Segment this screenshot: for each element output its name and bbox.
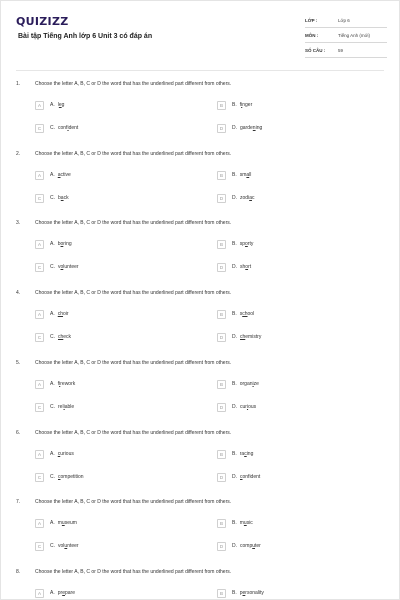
- option-letter-box: C: [35, 542, 44, 551]
- option-word-end: sic: [246, 520, 253, 526]
- option-letter-box: A: [35, 101, 44, 110]
- option-word-start: cur: [240, 404, 247, 410]
- option-label: C.: [50, 404, 55, 410]
- option-word-start: ra: [239, 451, 245, 457]
- answer-option-a[interactable]: [35, 588, 75, 598]
- option-letter-box: C: [35, 263, 44, 272]
- answer-option-c[interactable]: [35, 262, 79, 272]
- option-letter-box: B: [217, 101, 226, 110]
- answer-option-c[interactable]: [35, 123, 78, 133]
- option-underlined-part: i: [241, 102, 243, 108]
- question-number: 1.: [16, 81, 21, 87]
- option-underlined-part: u: [252, 543, 256, 549]
- option-underlined-part: a: [249, 195, 252, 201]
- option-letter-box: B: [217, 519, 226, 528]
- question-number: 8.: [16, 569, 21, 575]
- meta-key: MÔN :: [305, 32, 319, 38]
- option-word-end: ring: [63, 241, 72, 247]
- option-word-end: emistry: [245, 334, 262, 340]
- option-word-end: c: [251, 195, 255, 201]
- option-letter-box: C: [35, 473, 44, 482]
- answer-option-c[interactable]: [35, 332, 71, 342]
- option-underlined-part: c: [58, 474, 61, 480]
- option-letter-box: B: [217, 171, 226, 180]
- option-word-end: ing: [255, 125, 263, 131]
- option-word-end: ool: [247, 311, 255, 317]
- option-underlined-part: i: [252, 381, 254, 387]
- question-text: Choose the letter A, B, C or D the word that has the underlined part different from others.: [35, 430, 232, 436]
- option-word-end: rework: [60, 381, 76, 387]
- answer-option-a[interactable]: [35, 449, 74, 459]
- answer-option-a[interactable]: [35, 518, 77, 528]
- option-word-end: onfident: [242, 474, 261, 480]
- option-label: D.: [232, 543, 237, 549]
- option-label: B.: [232, 451, 237, 457]
- option-label: B.: [232, 520, 237, 526]
- option-underlined-part: i: [246, 404, 249, 410]
- meta-value: 59: [338, 47, 344, 53]
- option-label: A.: [50, 590, 55, 596]
- option-underlined-part: c: [57, 451, 61, 457]
- option-word-start: sp: [239, 241, 246, 247]
- answer-option-b[interactable]: [217, 170, 251, 180]
- option-word-end: oir: [63, 311, 69, 317]
- answer-option-b[interactable]: [217, 518, 253, 528]
- option-word-start: sh: [240, 264, 246, 270]
- option-underlined-part: a: [57, 172, 61, 178]
- option-letter-box: B: [217, 310, 226, 319]
- option-underlined-part: i: [59, 381, 61, 387]
- option-label: A.: [50, 520, 55, 526]
- option-label: B.: [232, 590, 237, 596]
- option-underlined-part: o: [60, 241, 64, 247]
- option-label: B.: [232, 381, 237, 387]
- option-letter-box: D: [217, 124, 226, 133]
- option-label: B.: [232, 311, 237, 317]
- option-word-start: v: [58, 264, 61, 270]
- option-letter-box: D: [217, 473, 226, 482]
- question-2: [1, 151, 400, 221]
- option-word-end: rt: [248, 264, 252, 270]
- option-word-end: ter: [255, 543, 261, 549]
- option-underlined-part: c: [240, 474, 243, 480]
- meta-row-count: [305, 43, 387, 58]
- option-word-end: ll: [249, 172, 252, 178]
- option-underlined-part: o: [245, 241, 248, 247]
- question-4: [1, 290, 400, 360]
- meta-key: LỚP :: [305, 17, 318, 23]
- option-word-start: p: [239, 590, 243, 596]
- question-number: 3.: [16, 220, 21, 226]
- option-word-end: rsonality: [245, 590, 264, 596]
- answer-option-d[interactable]: [217, 541, 261, 551]
- option-word-start: conf: [58, 125, 68, 131]
- option-word-end: lunteer: [63, 264, 79, 270]
- option-label: B.: [232, 102, 237, 108]
- option-label: A.: [50, 102, 55, 108]
- option-word-start: m: [57, 520, 62, 526]
- option-word-end: nger: [242, 102, 253, 108]
- option-word-start: zodi: [240, 195, 250, 201]
- option-label: A.: [50, 381, 55, 387]
- option-word-end: ompetition: [60, 474, 84, 480]
- answer-option-c[interactable]: [35, 193, 69, 203]
- option-underlined-part: u: [243, 520, 247, 526]
- option-word-start: vol: [58, 543, 65, 549]
- option-label: C.: [50, 543, 55, 549]
- option-word-end: ck: [63, 195, 69, 201]
- answer-option-c[interactable]: [35, 472, 84, 482]
- option-word-start: sm: [239, 172, 247, 178]
- option-letter-box: A: [35, 450, 44, 459]
- option-label: A.: [50, 451, 55, 457]
- option-label: B.: [232, 172, 237, 178]
- option-word-end: ing: [246, 451, 254, 457]
- question-number: 5.: [16, 360, 21, 366]
- answer-option-a[interactable]: [35, 170, 71, 180]
- option-word-end: dent: [68, 125, 79, 131]
- answer-option-b[interactable]: [217, 100, 252, 110]
- option-letter-box: B: [217, 380, 226, 389]
- option-underlined-part: a: [60, 195, 64, 201]
- answer-option-c[interactable]: [35, 541, 79, 551]
- option-word-start: b: [58, 195, 61, 201]
- option-word-start: f: [239, 102, 242, 108]
- option-word-start: organ: [239, 381, 253, 387]
- question-3: [1, 220, 400, 290]
- option-underlined-part: ch: [58, 334, 64, 340]
- option-word-end: pare: [64, 590, 75, 596]
- option-letter-box: C: [35, 194, 44, 203]
- worksheet-title: Bài tập Tiếng Anh lớp 6 Unit 3 có đáp án: [18, 33, 153, 40]
- option-underlined-part: ch: [242, 311, 248, 317]
- answer-option-d[interactable]: [217, 123, 262, 133]
- option-underlined-part: o: [60, 264, 64, 270]
- option-letter-box: A: [35, 589, 44, 598]
- meta-value: Lớp 6: [338, 17, 350, 23]
- option-underlined-part: i: [63, 404, 65, 410]
- question-text: Choose the letter A, B, C or D the word that has the underlined part different from others.: [35, 569, 232, 575]
- option-word-start: m: [239, 520, 244, 526]
- quizizz-logo: QUIZIZZ: [16, 15, 69, 28]
- option-underlined-part: a: [246, 172, 250, 178]
- option-underlined-part: u: [61, 520, 65, 526]
- option-word-end: ous: [248, 404, 257, 410]
- option-letter-box: D: [217, 263, 226, 272]
- option-underlined-part: n: [252, 125, 256, 131]
- option-underlined-part: i: [67, 125, 69, 131]
- option-label: A.: [50, 172, 55, 178]
- option-label: A.: [50, 311, 55, 317]
- option-letter-box: B: [217, 450, 226, 459]
- option-label: D.: [232, 404, 237, 410]
- header-divider: [16, 70, 384, 71]
- option-underlined-part: e: [242, 590, 246, 596]
- option-label: D.: [232, 264, 237, 270]
- option-letter-box: D: [217, 194, 226, 203]
- question-text: Choose the letter A, B, C or D the word that has the underlined part different from others.: [35, 499, 232, 505]
- question-number: 4.: [16, 290, 21, 296]
- option-label: D.: [232, 125, 237, 131]
- option-word-start: s: [239, 311, 243, 317]
- option-word-end: urious: [60, 451, 74, 457]
- option-label: D.: [232, 474, 237, 480]
- answer-option-d[interactable]: [217, 332, 261, 342]
- question-number: 2.: [16, 151, 21, 157]
- option-word-end: nteer: [67, 543, 79, 549]
- option-letter-box: B: [217, 589, 226, 598]
- answer-option-b[interactable]: [217, 379, 259, 389]
- option-letter-box: A: [35, 310, 44, 319]
- option-letter-box: C: [35, 403, 44, 412]
- answer-option-d[interactable]: [217, 262, 251, 272]
- answer-option-b[interactable]: [217, 239, 253, 249]
- meta-row-subject: [305, 28, 387, 43]
- question-8: [1, 569, 400, 600]
- option-word-end: ctive: [60, 172, 71, 178]
- option-letter-box: D: [217, 403, 226, 412]
- question-text: Choose the letter A, B, C or D the word that has the underlined part different from others.: [35, 360, 232, 366]
- option-word-end: rty: [247, 241, 254, 247]
- option-letter-box: A: [35, 380, 44, 389]
- option-word-end: able: [64, 404, 75, 410]
- question-7: [1, 499, 400, 569]
- question-text: Choose the letter A, B, C or D the word that has the underlined part different from others.: [35, 290, 232, 296]
- option-word-end: eck: [63, 334, 72, 340]
- option-word-start: f: [57, 381, 60, 387]
- question-text: Choose the letter A, B, C or D the word that has the underlined part different from others.: [35, 81, 232, 87]
- answer-option-b[interactable]: [217, 588, 264, 598]
- option-word-start: garde: [240, 125, 253, 131]
- question-text: Choose the letter A, B, C or D the word that has the underlined part different from others.: [35, 220, 232, 226]
- meta-row-grade: [305, 13, 387, 28]
- option-word-start: pr: [57, 590, 63, 596]
- option-letter-box: A: [35, 519, 44, 528]
- option-letter-box: C: [35, 124, 44, 133]
- answer-option-a[interactable]: [35, 239, 72, 249]
- option-word-start: l: [57, 102, 59, 108]
- meta-value: Tiếng Anh (mới): [338, 32, 371, 38]
- option-underlined-part: o: [245, 264, 249, 270]
- option-label: C.: [50, 264, 55, 270]
- option-label: C.: [50, 474, 55, 480]
- answer-option-c[interactable]: [35, 402, 74, 412]
- answer-option-d[interactable]: [217, 472, 260, 482]
- option-letter-box: A: [35, 240, 44, 249]
- option-word-end: seum: [64, 520, 77, 526]
- option-underlined-part: u: [64, 543, 68, 549]
- option-underlined-part: c: [244, 451, 247, 457]
- option-underlined-part: ch: [57, 311, 64, 317]
- option-label: C.: [50, 334, 55, 340]
- option-underlined-part: e: [58, 102, 62, 108]
- question-number: 6.: [16, 430, 21, 436]
- question-1: [1, 81, 400, 151]
- answer-option-d[interactable]: [217, 402, 256, 412]
- answer-option-a[interactable]: [35, 100, 64, 110]
- option-word-start: rel: [58, 404, 64, 410]
- answer-option-b[interactable]: [217, 449, 253, 459]
- option-word-start: b: [57, 241, 61, 247]
- option-word-end: ze: [253, 381, 259, 387]
- option-underlined-part: ch: [240, 334, 246, 340]
- worksheet-meta: [305, 13, 387, 58]
- option-label: B.: [232, 241, 237, 247]
- answer-option-a[interactable]: [35, 309, 69, 319]
- option-label: C.: [50, 195, 55, 201]
- answer-option-b[interactable]: [217, 309, 254, 319]
- option-word-end: g: [61, 102, 65, 108]
- answer-option-d[interactable]: [217, 193, 254, 203]
- question-text: Choose the letter A, B, C or D the word that has the underlined part different from others.: [35, 151, 232, 157]
- option-letter-box: D: [217, 542, 226, 551]
- option-label: C.: [50, 125, 55, 131]
- option-underlined-part: e: [62, 590, 65, 596]
- meta-key: SỐ CÂU :: [305, 47, 326, 53]
- option-label: A.: [50, 241, 55, 247]
- option-letter-box: C: [35, 333, 44, 342]
- option-letter-box: A: [35, 171, 44, 180]
- question-5: [1, 360, 400, 430]
- question-6: [1, 430, 400, 500]
- option-letter-box: D: [217, 333, 226, 342]
- option-word-start: comp: [240, 543, 253, 549]
- option-label: D.: [232, 195, 237, 201]
- answer-option-a[interactable]: [35, 379, 75, 389]
- option-letter-box: B: [217, 240, 226, 249]
- question-number: 7.: [16, 499, 21, 505]
- option-label: D.: [232, 334, 237, 340]
